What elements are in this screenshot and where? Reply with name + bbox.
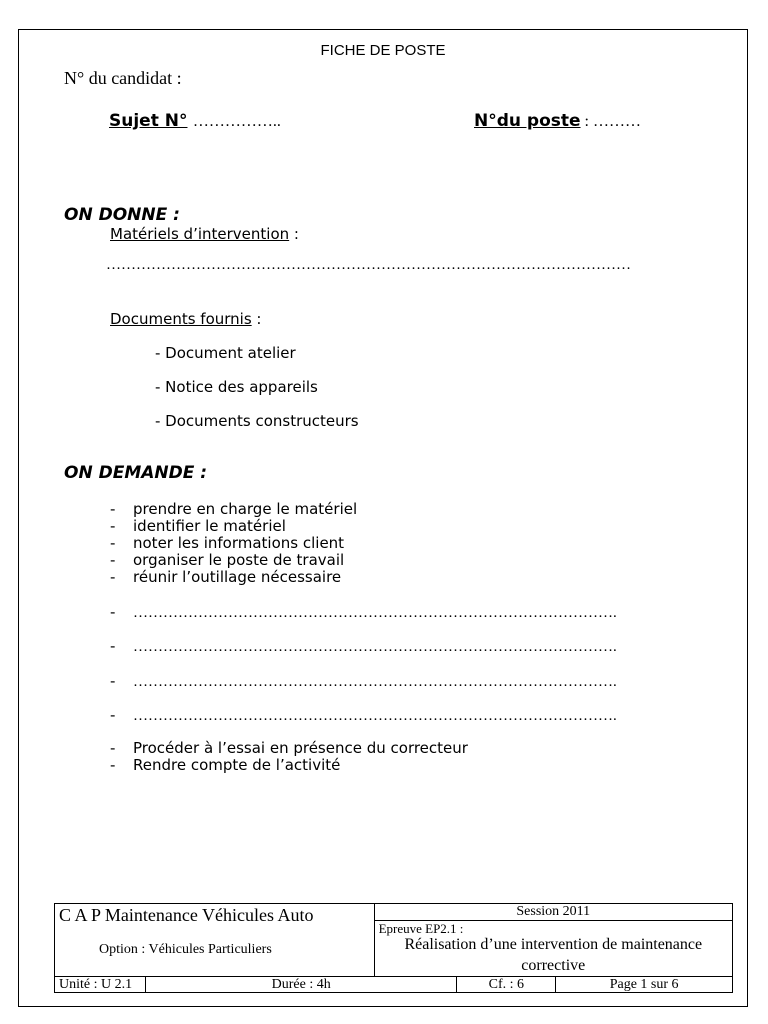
task-text: noter les informations client (133, 534, 345, 552)
post-number-label: N°du poste (474, 111, 581, 131)
blank-dots: ……………………………………………………………………………………. (133, 605, 617, 621)
materials-dots: …………………………………………………………………………………………… (106, 257, 631, 273)
page-number-cell: Page 1 sur 6 (556, 977, 733, 993)
dash: - (110, 739, 116, 757)
epreuve-label: Epreuve EP2.1 : (378, 921, 464, 936)
task-item (110, 500, 357, 518)
on-donne-heading: ON DONNE : (64, 205, 180, 225)
dash: - (110, 500, 116, 518)
dash: - (110, 551, 116, 569)
task-item (110, 739, 468, 757)
document-item: - Document atelier (155, 344, 296, 362)
task-text: identifier le matériel (133, 517, 286, 535)
post-number-dots: : ……… (580, 113, 641, 130)
footer-table (54, 903, 733, 993)
subject-number-label: Sujet N° (109, 111, 188, 131)
page-title: FICHE DE POSTE (320, 42, 446, 59)
task-text: réunir l’outillage nécessaire (133, 568, 342, 586)
dash: - (110, 517, 116, 535)
document-item: - Documents constructeurs (155, 412, 359, 430)
option-label: Option : Véhicules Particuliers (99, 942, 272, 957)
blank-dots: ……………………………………………………………………………………. (133, 708, 617, 724)
blank-task-line (110, 706, 617, 725)
documents-colon: : (251, 310, 262, 328)
task-item (110, 517, 286, 535)
dash: - (110, 568, 116, 586)
task-text: prendre en charge le matériel (133, 500, 358, 518)
materials-row (110, 225, 299, 243)
task-item (110, 756, 340, 774)
document-item: - Notice des appareils (155, 378, 318, 396)
on-demande-heading: ON DEMANDE : (64, 463, 208, 483)
post-number-row (474, 111, 641, 131)
blank-dots: ……………………………………………………………………………………. (133, 639, 617, 655)
session-cell: Session 2011 (374, 904, 732, 921)
course-cell (55, 904, 375, 977)
documents-row (110, 310, 261, 328)
blank-task-line (110, 672, 617, 691)
materials-label: Matériels d’intervention (110, 225, 290, 243)
epreuve-title-line1: Réalisation d’une intervention de maintenance (404, 936, 703, 953)
documents-label: Documents fournis (110, 310, 252, 328)
task-text: Procéder à l’essai en présence du correcteur (133, 739, 468, 757)
duree-cell: Durée : 4h (145, 977, 456, 993)
coef-cell: Cf. : 6 (457, 977, 556, 993)
dash: - (110, 534, 116, 552)
dash: - (110, 672, 116, 690)
task-item (110, 568, 341, 586)
dash: - (110, 603, 116, 621)
blank-dots: ……………………………………………………………………………………. (133, 674, 617, 690)
task-item (110, 551, 344, 569)
subject-number-dots: …………….. (192, 113, 281, 130)
course-title: C A P Maintenance Véhicules Auto (59, 905, 314, 925)
dash: - (110, 637, 116, 655)
epreuve-title-line2: corrective (521, 957, 586, 974)
candidate-number-label: N° du candidat : (64, 68, 182, 88)
unite-cell: Unité : U 2.1 (55, 977, 146, 993)
materials-colon: : (289, 225, 299, 243)
task-item (110, 534, 344, 552)
subject-number-row (109, 111, 281, 131)
blank-task-line (110, 637, 617, 656)
task-text: organiser le poste de travail (133, 551, 345, 569)
task-text: Rendre compte de l’activité (133, 756, 341, 774)
blank-task-line (110, 603, 617, 622)
dash: - (110, 756, 116, 774)
epreuve-cell (374, 921, 732, 977)
dash: - (110, 706, 116, 724)
